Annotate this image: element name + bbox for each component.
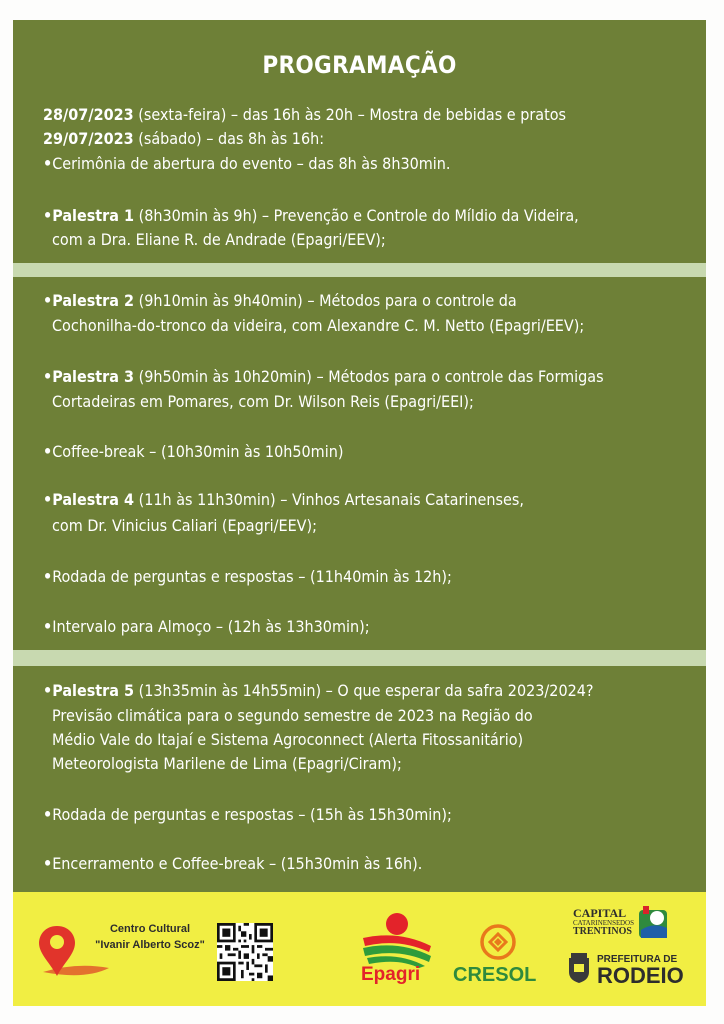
bullet-icon: • bbox=[43, 154, 53, 173]
list-item-closing bbox=[43, 854, 422, 874]
palestra-3-label: Palestra 3 bbox=[52, 367, 135, 386]
day-2-date: 29/07/2023 bbox=[43, 129, 134, 148]
palestra-5-speaker: Meteorologista Marilene de Lima (Epagri/Ciram); bbox=[52, 754, 402, 773]
qa-1-text: Rodada de perguntas e respostas – (11h40min às 12h); bbox=[52, 567, 452, 586]
opening-text: Cerimônia de abertura do evento – das 8h às 8h30min. bbox=[52, 154, 451, 173]
schedule-panel-bottom bbox=[13, 666, 706, 892]
list-item-qa-1 bbox=[43, 567, 452, 587]
capital-trentinos-logo bbox=[637, 904, 669, 940]
list-item-palestra-2 bbox=[43, 291, 517, 311]
closing-text: Encerramento e Coffee-break – (15h30min às 16h). bbox=[52, 854, 423, 873]
prefeitura-label: PREFEITURA DE bbox=[597, 954, 678, 965]
rodeio-coat-of-arms bbox=[566, 952, 592, 984]
bullet-icon: • bbox=[43, 442, 53, 461]
palestra-3-speaker: Cortadeiras em Pomares, com Dr. Wilson Reis (Epagri/EEI); bbox=[52, 392, 474, 411]
qr-code[interactable] bbox=[217, 923, 273, 981]
prefeitura-city: RODEIO bbox=[597, 963, 684, 988]
day-2-details: (sábado) – das 8h às 16h: bbox=[133, 129, 325, 148]
list-item-palestra-1 bbox=[43, 206, 579, 226]
schedule-panel-middle bbox=[13, 277, 706, 650]
palestra-1-label: Palestra 1 bbox=[52, 206, 135, 225]
qa-2-text: Rodada de perguntas e respostas – (15h às 15h30min); bbox=[52, 805, 452, 824]
capital-line-1: CAPITAL bbox=[573, 906, 627, 920]
palestra-5-label: Palestra 5 bbox=[52, 681, 135, 700]
epagri-name: Epagri bbox=[361, 964, 421, 985]
palestra-5-details: (13h35min às 14h55min) – O que esperar da safra 2023/2024? bbox=[134, 681, 594, 700]
day-1-date: 28/07/2023 bbox=[43, 105, 134, 124]
list-item-palestra-5 bbox=[43, 681, 594, 701]
list-item-palestra-4 bbox=[43, 490, 524, 510]
divider-stripe bbox=[13, 263, 706, 277]
palestra-3-details: (9h50min às 10h20min) – Métodos para o controle das Formigas bbox=[134, 367, 604, 386]
palestra-1-speaker: com a Dra. Eliane R. de Andrade (Epagri/EEV); bbox=[52, 230, 386, 249]
capital-line-2: CATARINENSE bbox=[573, 919, 621, 927]
qr-pattern-icon bbox=[217, 923, 273, 981]
epagri-logo bbox=[359, 912, 435, 968]
bullet-icon: • bbox=[43, 805, 53, 824]
palestra-4-speaker: com Dr. Vinicius Caliari (Epagri/EEV); bbox=[52, 516, 317, 535]
palestra-2-label: Palestra 2 bbox=[52, 291, 135, 310]
divider-stripe bbox=[13, 650, 706, 666]
bullet-icon: • bbox=[43, 367, 53, 386]
bullet-icon: • bbox=[43, 617, 53, 636]
page-title: PROGRAMAÇÃO bbox=[262, 51, 457, 79]
sponsor-footer bbox=[13, 892, 706, 1006]
palestra-1-details: (8h30min às 9h) – Prevenção e Controle do Míldio da Videira, bbox=[134, 206, 579, 225]
list-item-opening bbox=[43, 154, 451, 174]
capital-line-4: TRENTINOS bbox=[573, 926, 632, 937]
coffee-break-text: Coffee-break – (10h30min às 10h50min) bbox=[52, 442, 344, 461]
list-item-lunch bbox=[43, 617, 370, 637]
palestra-2-details: (9h10min às 9h40min) – Métodos para o controle da bbox=[134, 291, 517, 310]
cresol-name: CRESOL bbox=[453, 964, 537, 986]
schedule-day-1 bbox=[43, 105, 566, 125]
bullet-icon: • bbox=[43, 490, 53, 509]
bullet-icon: • bbox=[43, 291, 53, 310]
schedule-day-2 bbox=[43, 129, 324, 149]
bullet-icon: • bbox=[43, 854, 53, 873]
palestra-4-label: Palestra 4 bbox=[52, 490, 135, 509]
lunch-text: Intervalo para Almoço – (12h às 13h30min); bbox=[52, 617, 370, 636]
day-1-details: (sexta-feira) – das 16h às 20h – Mostra de bebidas e pratos bbox=[133, 105, 567, 124]
list-item-palestra-3 bbox=[43, 367, 604, 387]
cresol-logo bbox=[480, 924, 516, 960]
bullet-icon: • bbox=[43, 567, 53, 586]
list-item-coffee-break bbox=[43, 442, 343, 462]
palestra-2-speaker: Cochonilha-do-tronco da videira, com Alexandre C. M. Netto (Epagri/EEV); bbox=[52, 316, 585, 335]
palestra-4-details: (11h às 11h30min) – Vinhos Artesanais Catarinenses, bbox=[134, 490, 524, 509]
venue-subtitle: "Ivanir Alberto Scoz" bbox=[95, 939, 205, 951]
schedule-panel-top bbox=[13, 20, 706, 263]
palestra-5-line-3: Médio Vale do Itajaí e Sistema Agroconnect (Alerta Fitossanitário) bbox=[52, 730, 524, 749]
venue-name: Centro Cultural bbox=[109, 923, 191, 935]
bullet-icon: • bbox=[43, 206, 53, 225]
bullet-icon: • bbox=[43, 681, 53, 700]
list-item-qa-2 bbox=[43, 805, 452, 825]
palestra-5-line-2: Previsão climática para o segundo semestre de 2023 na Região do bbox=[52, 706, 533, 725]
capital-line-3: DOS bbox=[620, 919, 635, 927]
